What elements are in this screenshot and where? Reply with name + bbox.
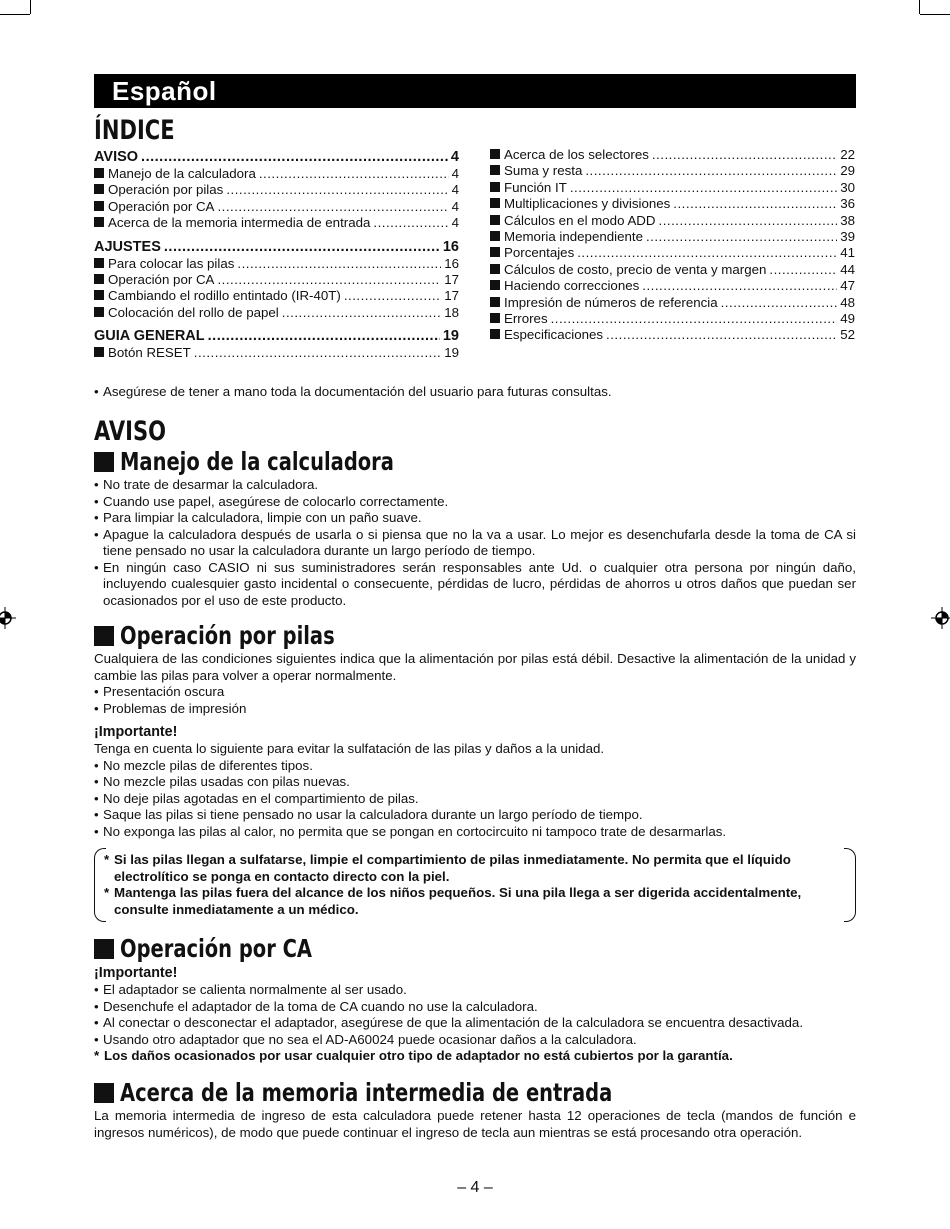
square-bullet-icon xyxy=(490,329,500,339)
toc-item xyxy=(490,196,855,212)
toc-label: Acerca de los selectores xyxy=(504,147,649,162)
toc-label: Acerca de la memoria intermedia de entrada xyxy=(108,215,371,231)
list-item: • Desenchufe el adaptador de la toma de CA cuando no use la calculadora. xyxy=(94,999,856,1016)
toc-label: Operación por CA xyxy=(108,198,215,214)
toc-item xyxy=(490,311,855,327)
toc-item xyxy=(94,199,459,215)
toc-leader-dots xyxy=(673,196,837,212)
heading-ca xyxy=(94,935,366,963)
toc-leader-dots xyxy=(237,256,441,272)
toc-page-number: 38 xyxy=(840,212,855,228)
toc-item xyxy=(490,163,855,179)
toc-section xyxy=(94,148,459,166)
toc-left-column xyxy=(94,148,459,362)
toc-label: Botón RESET xyxy=(108,345,191,361)
list-item: • Cuando use papel, asegúrese de colocarlo correctamente. xyxy=(94,494,856,511)
toc-page-number: 17 xyxy=(444,271,459,287)
toc-label: AJUSTES xyxy=(94,238,161,255)
toc-label: Función IT xyxy=(504,179,567,195)
toc-label: Porcentajes xyxy=(504,245,575,261)
toc-item xyxy=(94,215,459,231)
toc-leader-dots xyxy=(226,182,448,198)
ca-warning: * Los daños ocasionados por usar cualquier otro tipo de adaptador no está cubiertos por la garantía. xyxy=(94,1048,856,1065)
toc-item xyxy=(94,305,459,321)
toc-item xyxy=(94,272,459,288)
list-item: • Problemas de impresión xyxy=(94,701,856,718)
corner-mark-top-right-v xyxy=(919,0,920,14)
manejo-list xyxy=(94,477,856,609)
square-bullet-icon xyxy=(94,184,104,194)
toc-section xyxy=(94,327,459,345)
toc-page-number: 16 xyxy=(444,255,459,271)
toc-leader-dots xyxy=(217,199,448,215)
warning-item: * Mantenga las pilas fuera del alcance de los niños pequeños. Si una pila llega a ser digerida accidentalmente, consulte inmediatamente a un médico. xyxy=(104,885,839,918)
square-bullet-icon xyxy=(490,165,500,175)
important-label: ¡Importante! xyxy=(94,724,178,740)
warning-item: * Si las pilas llegan a sulfatarse, limpie el compartimiento de pilas inmediatamente. No permita que el líquido electrolítico se ponga en contacto directo con la piel. xyxy=(104,852,839,885)
toc-page-number: 4 xyxy=(450,149,459,165)
toc-item xyxy=(490,213,855,229)
list-item: • No deje pilas agotadas en el compartimiento de pilas. xyxy=(94,791,856,808)
toc-item xyxy=(490,295,855,311)
square-bullet-icon xyxy=(490,280,500,290)
square-bullet-icon xyxy=(490,182,500,192)
page-number: – 4 – xyxy=(457,1179,493,1196)
square-bullet-icon xyxy=(94,452,114,472)
toc-item xyxy=(94,166,459,182)
pilas-intro: Cualquiera de las condiciones siguientes indica que la alimentación por pilas está débil. Desactive la alimentación de la unidad y cambie las pilas para volver a operar normalmente. xyxy=(94,651,856,683)
list-item: • No trate de desarmar la calculadora. xyxy=(94,477,856,494)
toc-right-column xyxy=(490,147,855,344)
square-bullet-icon xyxy=(490,313,500,323)
toc-label: AVISO xyxy=(94,149,139,165)
toc-item xyxy=(490,147,855,163)
index-title: ÍNDICE xyxy=(94,115,175,146)
toc-item xyxy=(490,245,855,261)
square-bullet-icon xyxy=(490,198,500,208)
toc-label: Impresión de números de referencia xyxy=(504,294,718,310)
toc-page-number: 4 xyxy=(451,182,459,198)
toc-leader-dots xyxy=(141,148,448,166)
toc-item xyxy=(490,229,855,245)
square-bullet-icon xyxy=(94,347,104,357)
toc-leader-dots xyxy=(344,288,441,304)
toc-section xyxy=(94,238,459,256)
toc-label: Memoria independiente xyxy=(504,228,643,244)
documentation-note: • Asegúrese de tener a mano toda la documentación del usuario para futuras consultas. xyxy=(94,384,865,401)
toc-label: Para colocar las pilas xyxy=(108,255,235,271)
toc-page-number: 4 xyxy=(451,198,459,214)
toc-item xyxy=(94,288,459,304)
toc-page-number: 16 xyxy=(442,238,459,255)
list-item: • No mezcle pilas de diferentes tipos. xyxy=(94,758,856,775)
registration-mark-right xyxy=(931,607,950,629)
toc-leader-dots xyxy=(577,245,837,261)
square-bullet-icon xyxy=(94,290,104,300)
toc-leader-dots xyxy=(551,311,838,327)
square-bullet-icon xyxy=(490,247,500,257)
toc-leader-dots xyxy=(642,278,837,294)
toc-page-number: 44 xyxy=(840,261,855,277)
toc-label: Multiplicaciones y divisiones xyxy=(504,196,671,212)
list-item: • Saque las pilas si tiene pensado no usar la calculadora durante un largo período de tiempo. xyxy=(94,807,856,824)
heading-ca-text: Operación por CA xyxy=(120,934,313,963)
registration-mark-left xyxy=(0,607,16,629)
toc-page-number: 30 xyxy=(840,179,855,195)
memoria-text: La memoria intermedia de ingreso de esta calculadora puede retener hasta 12 operaciones de tecla (mandos de función e ingresos numéricos), de modo que puede continuar el ingreso de tecla aun mientras se está procesando otra operación. xyxy=(94,1108,856,1140)
toc-leader-dots xyxy=(373,215,448,231)
toc-leader-dots xyxy=(194,345,441,361)
toc-label: GUIA GENERAL xyxy=(94,328,205,345)
list-item: • No mezcle pilas usadas con pilas nuevas. xyxy=(94,774,856,791)
toc-leader-dots xyxy=(652,147,837,163)
toc-item xyxy=(490,180,855,196)
toc-label: Cálculos en el modo ADD xyxy=(504,212,656,228)
square-bullet-icon xyxy=(94,201,104,211)
toc-label: Especificaciones xyxy=(504,327,604,343)
list-item: • Usando otro adaptador que no sea el AD-A60024 puede ocasionar daños a la calculadora. xyxy=(94,1032,856,1049)
toc-leader-dots xyxy=(164,238,440,256)
toc-leader-dots xyxy=(606,327,837,343)
toc-label: Colocación del rollo de papel xyxy=(108,304,279,320)
toc-page-number: 36 xyxy=(840,196,855,212)
manual-page xyxy=(94,0,856,1229)
square-bullet-icon xyxy=(94,258,104,268)
toc-page-number: 4 xyxy=(451,215,459,231)
heading-memoria xyxy=(94,1079,751,1107)
toc-leader-dots xyxy=(217,272,441,288)
list-item: • Para limpiar la calculadora, limpie con un paño suave. xyxy=(94,510,856,527)
toc-leader-dots xyxy=(646,229,837,245)
square-bullet-icon xyxy=(490,297,500,307)
square-bullet-icon xyxy=(94,626,114,646)
list-item: • El adaptador se calienta normalmente al ser usado. xyxy=(94,982,856,999)
toc-page-number: 52 xyxy=(840,327,855,343)
toc-leader-dots xyxy=(570,180,837,196)
toc-leader-dots xyxy=(259,166,449,182)
toc-page-number: 19 xyxy=(444,345,459,361)
toc-item xyxy=(94,182,459,198)
corner-mark-top-left-h xyxy=(0,14,30,15)
toc-page-number: 4 xyxy=(451,166,459,181)
toc-page-number: 39 xyxy=(840,228,855,244)
square-bullet-icon xyxy=(94,168,104,178)
list-item: • Al conectar o desconectar el adaptador, asegúrese de que la alimentación de la calculadora se encuentra desactivada. xyxy=(94,1015,856,1032)
square-bullet-icon xyxy=(490,149,500,159)
toc-leader-dots xyxy=(585,163,837,179)
toc-page-number: 18 xyxy=(444,304,459,320)
toc-leader-dots xyxy=(208,327,440,345)
toc-leader-dots xyxy=(282,305,441,321)
pilas-section xyxy=(94,651,856,840)
heading-pilas-text: Operación por pilas xyxy=(120,621,335,650)
toc-page-number: 17 xyxy=(444,288,459,304)
ca-section xyxy=(94,964,856,1065)
toc-page-number: 19 xyxy=(442,328,459,345)
corner-mark-top-right-h xyxy=(920,14,950,15)
square-bullet-icon xyxy=(490,264,500,274)
toc-page-number: 41 xyxy=(840,245,855,261)
toc-item xyxy=(490,327,855,343)
heading-manejo-text: Manejo de la calculadora xyxy=(120,447,394,476)
bracket-right xyxy=(844,848,856,922)
battery-warning-box xyxy=(94,848,856,922)
toc-label: Suma y resta xyxy=(504,163,583,179)
toc-label: Cambiando el rodillo entintado (IR-40T) xyxy=(108,288,341,304)
toc-item xyxy=(94,345,459,361)
toc-label: Manejo de la calculadora xyxy=(108,166,256,181)
toc-item xyxy=(490,262,855,278)
heading-manejo xyxy=(94,448,471,476)
toc-leader-dots xyxy=(769,262,837,278)
toc-label: Operación por pilas xyxy=(108,182,224,198)
toc-page-number: 47 xyxy=(840,278,855,294)
square-bullet-icon xyxy=(94,1083,114,1103)
square-bullet-icon xyxy=(94,217,104,227)
toc-page-number: 48 xyxy=(840,294,855,310)
toc-leader-dots xyxy=(659,213,838,229)
important-intro: Tenga en cuenta lo siguiente para evitar la sulfatación de las pilas y daños a la unidad. xyxy=(94,741,605,756)
square-bullet-icon xyxy=(94,307,104,317)
corner-mark-top-left-v xyxy=(30,0,31,14)
square-bullet-icon xyxy=(94,274,104,284)
toc-label: Operación por CA xyxy=(108,271,215,287)
square-bullet-icon xyxy=(490,215,500,225)
list-item: • No exponga las pilas al calor, no permita que se pongan en cortocircuito ni tampoco trate de desarmarlas. xyxy=(94,824,856,841)
toc-page-number: 29 xyxy=(840,163,855,179)
important-label: ¡Importante! xyxy=(94,965,178,981)
language-banner: Español xyxy=(94,74,856,108)
toc-item xyxy=(94,256,459,272)
heading-memoria-text: Acerca de la memoria intermedia de entrada xyxy=(120,1078,613,1107)
list-item: • Apague la calculadora después de usarla o si piensa que no la va a usar. Lo mejor es desenchufarla desde la toma de CA si tiene pensado no usar la calculadora durante un largo período de tiempo. xyxy=(94,527,856,560)
toc-item xyxy=(490,278,855,294)
toc-label: Cálculos de costo, precio de venta y margen xyxy=(504,261,767,277)
toc-page-number: 22 xyxy=(840,147,855,162)
square-bullet-icon xyxy=(94,939,114,959)
toc-leader-dots xyxy=(721,295,838,311)
square-bullet-icon xyxy=(490,231,500,241)
heading-pilas xyxy=(94,622,395,650)
aviso-title: AVISO xyxy=(94,416,167,447)
toc-page-number: 49 xyxy=(840,310,855,326)
toc-label: Haciendo correcciones xyxy=(504,278,640,294)
list-item: • En ningún caso CASIO ni sus suministradores serán responsables ante Ud. o cualquier otra persona por ningún daño, incluyendo cualesquier gasto incidental o consecuente, pérdidas de lucro, pérdidas de ahorros u otros daños que puedan ser ocasionados por el uso de este producto. xyxy=(94,560,856,610)
battery-warnings xyxy=(104,852,839,918)
list-item: • Presentación oscura xyxy=(94,684,856,701)
toc-label: Errores xyxy=(504,310,548,326)
